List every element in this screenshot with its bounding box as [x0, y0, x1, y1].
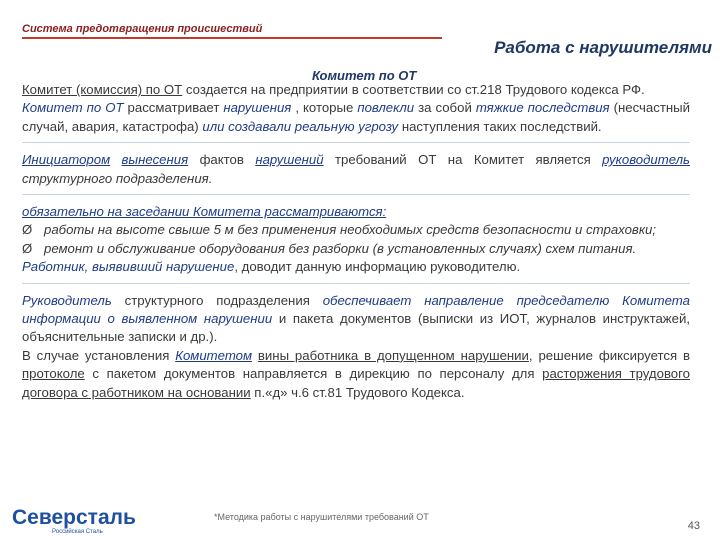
system-title: Система предотвращения происшествий — [22, 23, 263, 35]
footnote: *Методика работы с нарушителями требований ОТ — [214, 512, 429, 522]
list-item: Ø ремонт и обслуживание оборудования без разборки (в установленных случаях) схем питания. — [22, 240, 690, 258]
section-divider — [22, 142, 690, 143]
section-divider — [22, 194, 690, 195]
header-divider — [22, 37, 442, 39]
paragraph-worker-duty: Работник, выявивший нарушение, доводит данную информацию руководителю. — [22, 259, 521, 275]
section-divider — [22, 283, 690, 284]
paragraph-dismissal: В случае установления Комитетом вины работника в допущенном нарушении, решение фиксируется в протоколе с пакетом документов направляется в дирекцию по персоналу для расторжения трудового договора с работником на основании п.«д» ч.6 ст.81 Трудового Кодекса. — [22, 347, 690, 400]
committee-term: Комитет (комиссия) по ОТ — [22, 82, 183, 97]
paragraph-manager-duty: Руководитель структурного подразделения обеспечивает направление председателю Комитета информации о выявленном нарушении и пакета документов (выписки из ИОТ, журналов инструктажей, объяснительные записки и др.). — [22, 292, 690, 345]
arrow-bullet-icon: Ø — [22, 222, 33, 238]
paragraph-committee-creation: Комитет (комиссия) по ОТ создается на предприятии в соответствии со ст.218 Трудового кодекса РФ. — [22, 82, 645, 97]
logo-tagline: Российская Сталь — [52, 529, 103, 535]
page-number: 43 — [687, 520, 700, 532]
mandatory-list-heading: обязательно на заседании Комитета рассматриваются: — [22, 204, 387, 220]
list-item: Ø работы на высоте свыше 5 м без применения необходимых средств безопасности и страховки; — [22, 221, 690, 239]
arrow-bullet-icon: Ø — [22, 240, 33, 256]
paragraph-committee-scope: Комитет по ОТ рассматривает нарушения , которые повлекли за собой тяжкие последствия (несчастный случай, авария, катастрофа) или создавали реальную угрозу наступления таких последствий. — [22, 100, 691, 134]
page-title: Работа с нарушителями — [494, 38, 712, 57]
section-subtitle: Комитет по ОТ — [312, 68, 417, 83]
paragraph-initiator: Инициатором вынесения фактов нарушений требований ОТ на Комитет является руководитель структурного подразделения. — [22, 152, 690, 186]
severstal-logo: Северсталь — [12, 506, 136, 529]
content-body — [22, 81, 690, 402]
